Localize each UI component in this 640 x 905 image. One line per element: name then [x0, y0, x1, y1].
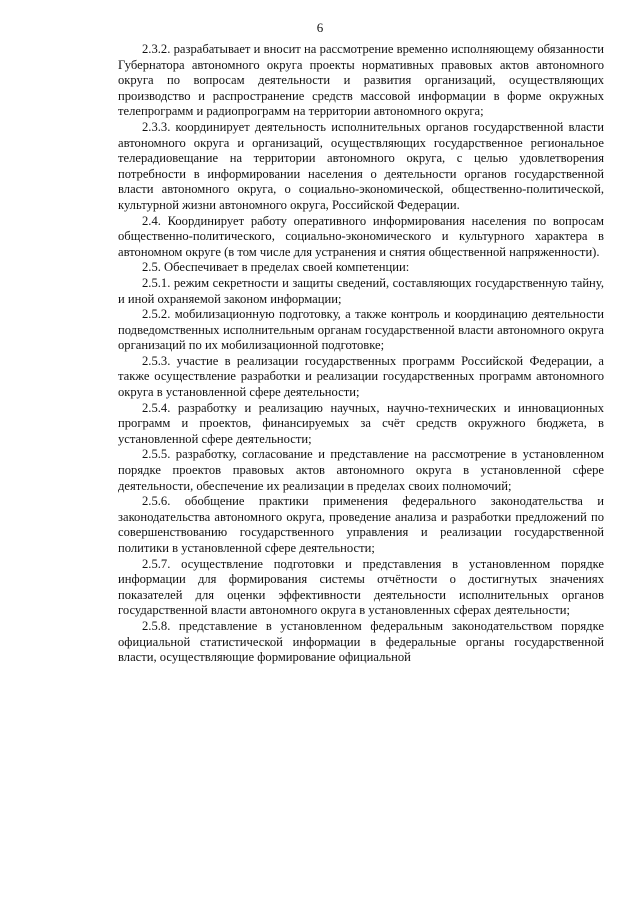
paragraph-2-5-3: 2.5.3. участие в реализации государственных программ Российской Федерации, а также осуществление разработки и реализации государственных программ автономного округа в установленной сфере деятельности; — [118, 353, 604, 400]
paragraph-2-3-3: 2.3.3. координирует деятельность исполнительных органов государственной власти автономного округа и организаций, осуществляющих государственное региональное телерадиовещание на территории автономного округа, с целью удовлетворения потребности в информировании населения о деятельности органов государственной власти автономного округа, о социально-экономической, общественно-политической, культурной жизни автономного округа, Российской Федерации. — [118, 119, 604, 212]
paragraph-2-5-7: 2.5.7. осуществление подготовки и представления в установленном порядке информации для формирования системы отчётности о достигнутых значениях показателей для оценки эффективности деятельности исполнительных органов государственной власти автономного округа в установленных сферах деятельности; — [118, 556, 604, 618]
paragraph-2-5-8: 2.5.8. представление в установленном федеральным законодательством порядке официальной статистической информации в федеральные органы государственной власти, осуществляющие формирование официальной — [118, 618, 604, 665]
paragraph-2-5-5: 2.5.5. разработку, согласование и представление на рассмотрение в установленном порядке проектов правовых актов автономного округа в установленной сфере деятельности, обеспечение их реализации в пределах своих полномочий; — [118, 447, 604, 493]
paragraph-2-5-4: 2.5.4. разработку и реализацию научных, научно-технических и инновационных программ и проектов, финансируемых за счёт средств окружного бюджета, в установленной сфере деятельности; — [118, 400, 604, 446]
paragraph-2-5: 2.5. Обеспечивает в пределах своей компетенции: — [142, 260, 410, 275]
document-body — [118, 42, 604, 666]
paragraph-2-3-2: 2.3.2. разрабатывает и вносит на рассмотрение временно исполняющему обязанности Губернатора автономного округа проекты нормативных правовых актов автономного округа по вопросам деятельности и развития организаций, осуществляющих производство и распространение средств массовой информации в форме окружных телепрограмм и радиопрограмм на территории автономного округа; — [118, 42, 604, 119]
paragraph-2-5-2: 2.5.2. мобилизационную подготовку, а также контроль и координацию деятельности подведомственных исполнительным органам государственной власти автономного округа организаций по их мобилизационной подготовке; — [118, 307, 604, 353]
paragraph-2-5-6: 2.5.6. обобщение практики применения федерального законодательства и законодательства автономного округа, проведение анализа и разработки предложений по совершенствованию государственного управления и реализации государственной политики в установленной сфере деятельности; — [118, 494, 604, 555]
paragraph-2-5-1: 2.5.1. режим секретности и защиты сведений, составляющих государственную тайну, и иной охраняемой законом информации; — [118, 275, 604, 306]
paragraph-2-4: 2.4. Координирует работу оперативного информирования населения по вопросам общественно-политического, социально-экономического и культурного характера в автономном округе (в том числе для устранения и снятия общественной напряженности). — [118, 213, 604, 259]
page-number: 6 — [316, 20, 324, 35]
